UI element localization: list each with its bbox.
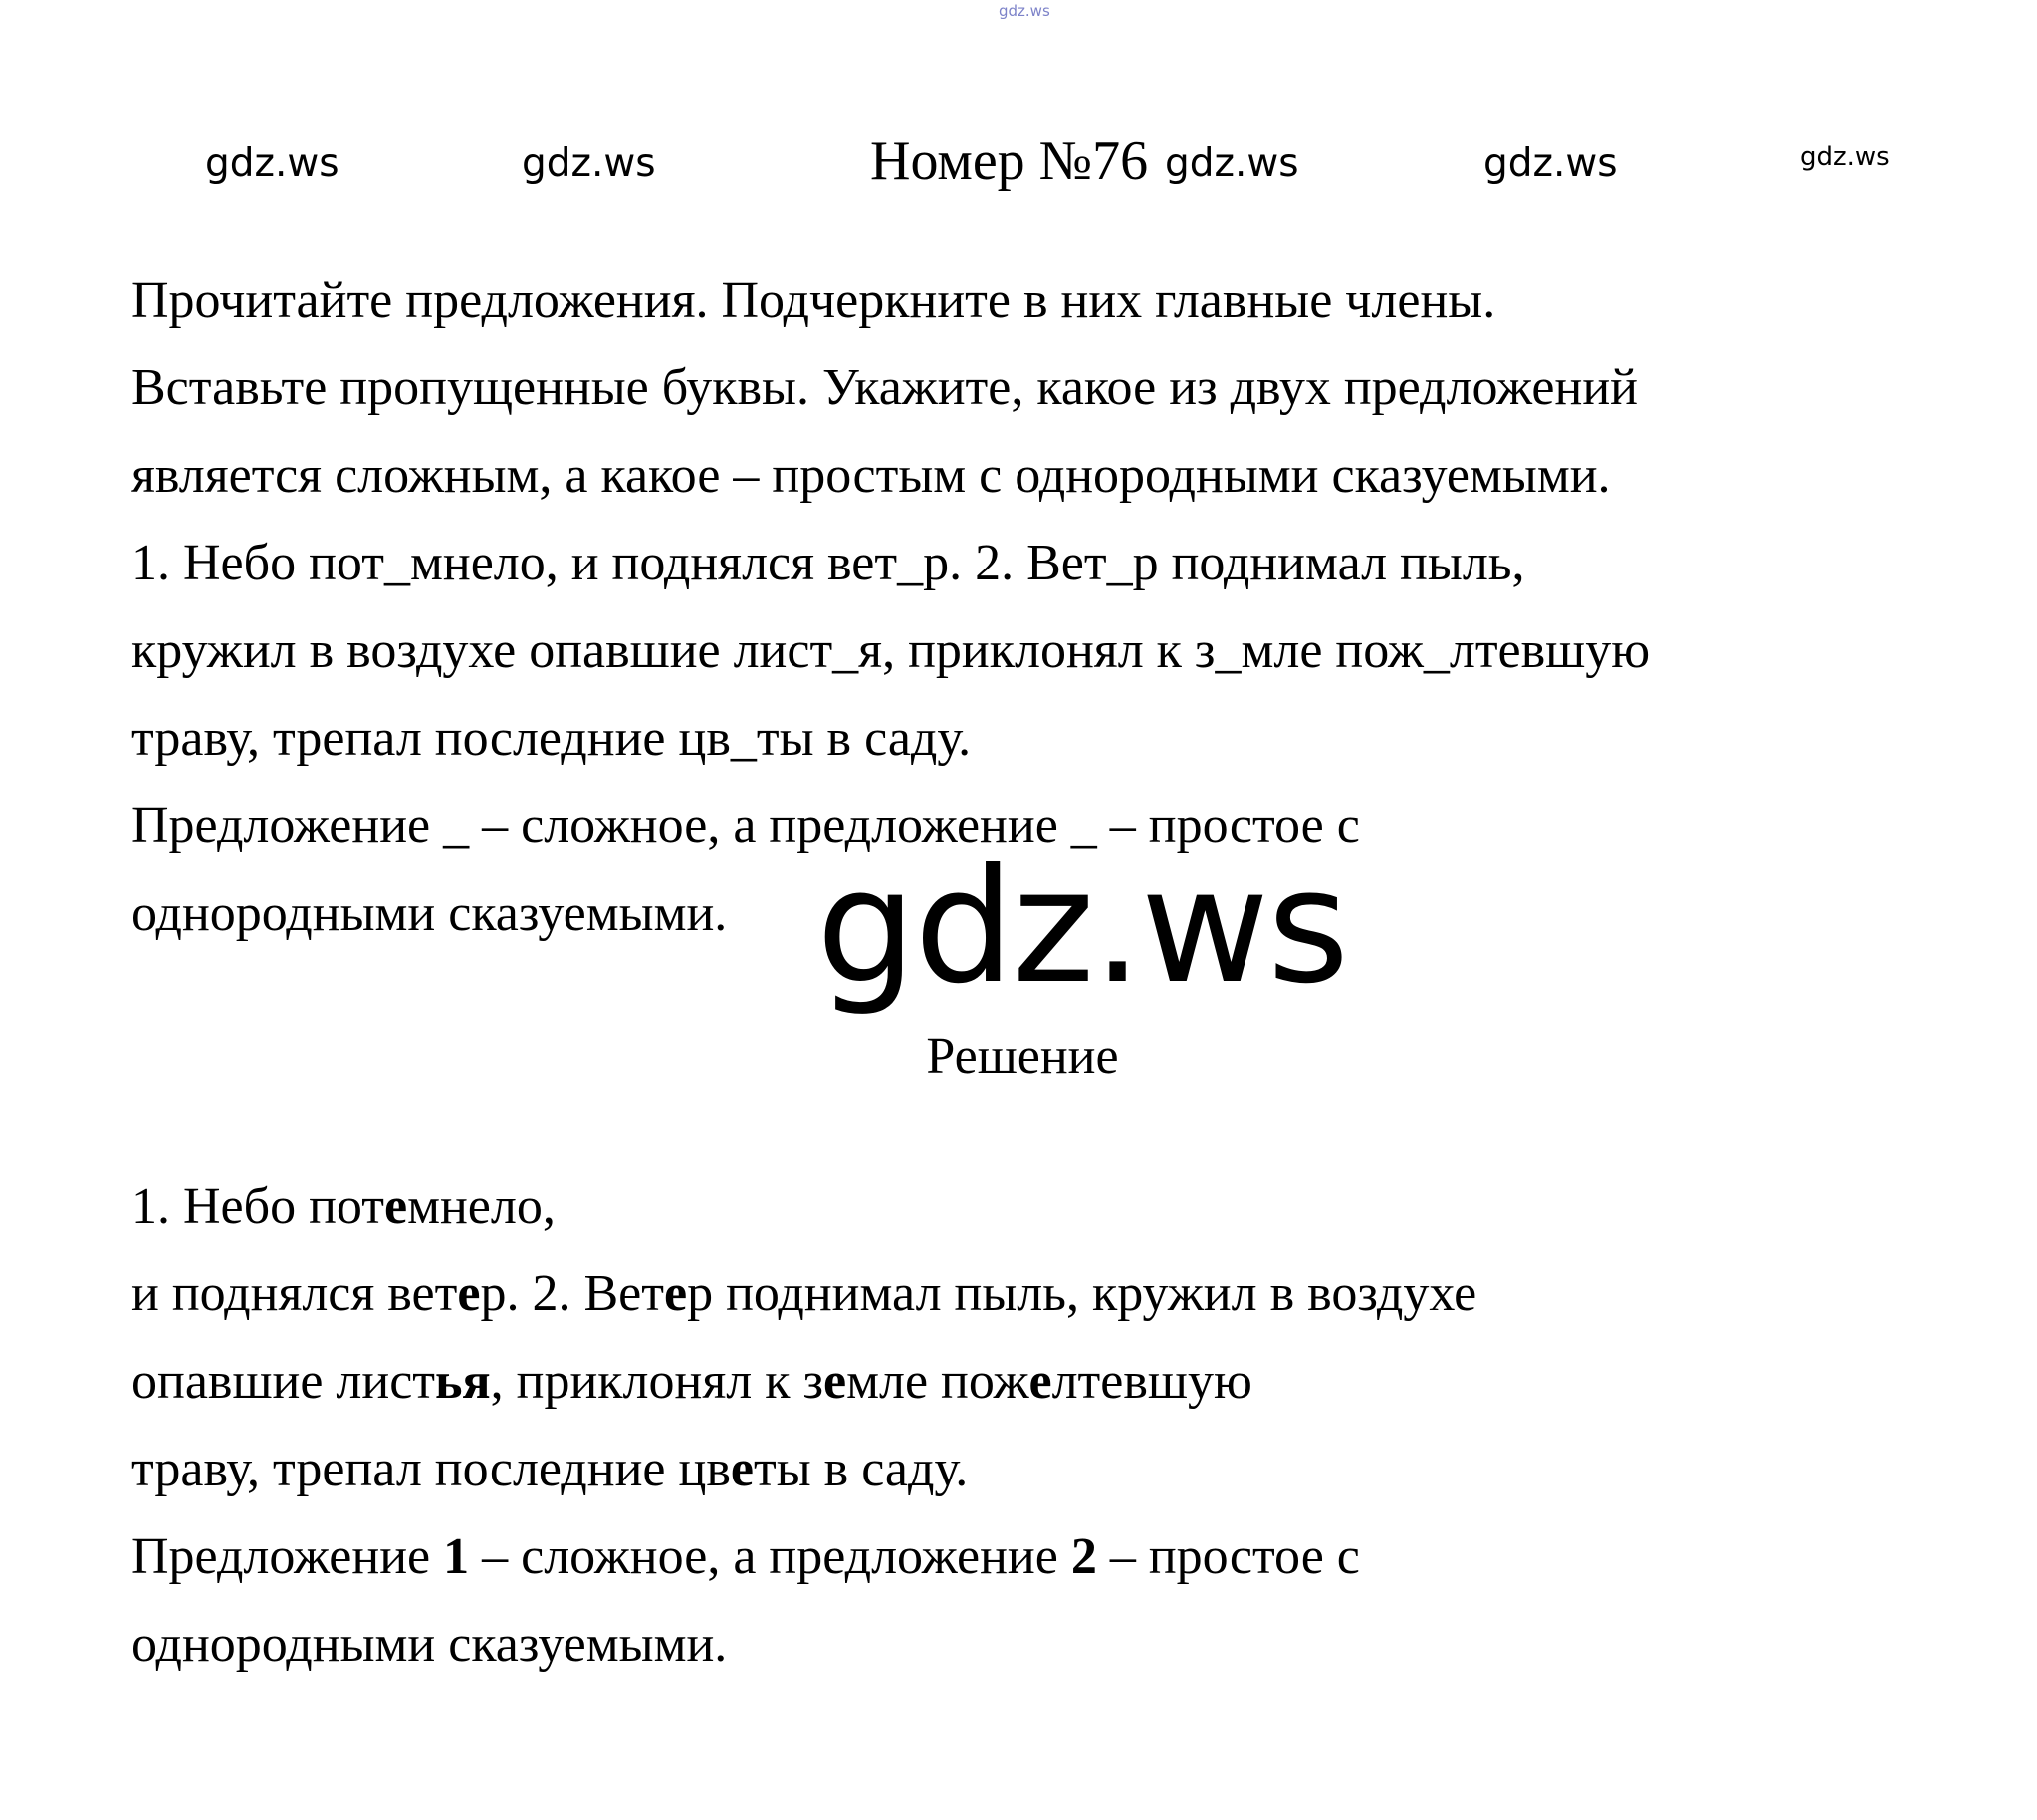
text-segment: р. 2. Вет — [480, 1265, 664, 1322]
text-segment: 1. Небо пот — [131, 1178, 384, 1235]
text-segment: траву, трепал последние цв — [131, 1441, 731, 1497]
task-line-3: является сложным, а какое – простым с однородными сказуемыми. — [131, 447, 1611, 504]
solution-line-6: однородными сказуемыми. — [131, 1616, 728, 1673]
inserted-letter: е — [663, 1265, 688, 1322]
watermark-header-5: gdz.ws — [1800, 142, 1890, 172]
text-segment: р поднимал пыль, кружил в воздухе — [687, 1265, 1477, 1322]
solution-line-2 — [131, 1265, 1477, 1322]
solution-line-4 — [131, 1441, 969, 1497]
answer-number: 1 — [443, 1528, 470, 1585]
text-segment: Предложение — [131, 1528, 444, 1585]
text-segment: мле пож — [846, 1353, 1029, 1410]
watermark-header-1: gdz.ws — [205, 141, 340, 186]
text-segment: лтевшую — [1051, 1353, 1252, 1410]
task-line-7: Предложение _ – сложное, а предложение _ – простое с — [131, 797, 1360, 854]
task-line-6: траву, трепал последние цв_ты в саду. — [131, 710, 972, 767]
task-line-4: 1. Небо пот_мнело, и поднялся вет_р. 2. Вет_р поднимал пыль, — [131, 535, 1525, 591]
watermark-header-2: gdz.ws — [522, 141, 656, 186]
inserted-letter: е — [1028, 1353, 1052, 1410]
inserted-letter: е — [730, 1441, 754, 1497]
inserted-letter: ья — [435, 1353, 491, 1410]
task-line-8: однородными сказуемыми. — [131, 885, 728, 942]
solution-line-1 — [131, 1178, 556, 1235]
text-segment: , приклонял к з — [490, 1353, 824, 1410]
text-segment: – простое с — [1096, 1528, 1360, 1585]
solution-line-3 — [131, 1353, 1252, 1410]
inserted-letter: е — [383, 1178, 408, 1235]
solution-heading: Решение — [926, 1028, 1119, 1085]
inserted-letter: е — [457, 1265, 481, 1322]
text-segment: ты в саду. — [753, 1441, 969, 1497]
task-line-2: Вставьте пропущенные буквы. Укажите, какое из двух предложений — [131, 359, 1638, 416]
solution-line-5 — [131, 1528, 1360, 1585]
inserted-letter: е — [823, 1353, 847, 1410]
task-line-5: кружил в воздухе опавшие лист_я, приклонял к з_мле пож_лтевшую — [131, 622, 1651, 679]
text-segment: опавшие лист — [131, 1353, 435, 1410]
text-segment: мнело, — [407, 1178, 556, 1235]
text-segment: и поднялся вет — [131, 1265, 458, 1322]
watermark-header-4: gdz.ws — [1483, 141, 1618, 186]
watermark-top-tiny: gdz.ws — [999, 2, 1050, 20]
answer-number: 2 — [1070, 1528, 1097, 1585]
task-line-1: Прочитайте предложения. Подчеркните в них главные члены. — [131, 272, 1496, 329]
watermark-large: gdz.ws — [816, 835, 1348, 1019]
page-title: Номер №76 — [870, 130, 1149, 192]
watermark-header-3: gdz.ws — [1165, 141, 1299, 186]
text-segment: – сложное, а предложение — [469, 1528, 1071, 1585]
